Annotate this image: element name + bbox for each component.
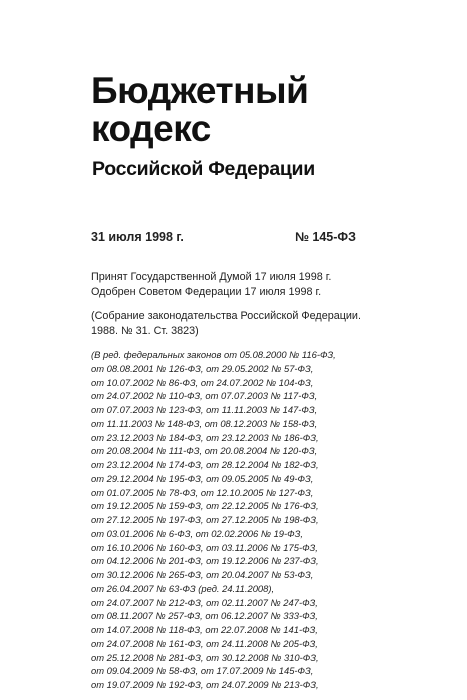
amendment-line: от 01.07.2005 № 78-ФЗ, от 12.10.2005 № 127-ФЗ, [91,486,314,498]
amendment-line: от 08.11.2007 № 257-ФЗ, от 06.12.2007 № 333-ФЗ, [91,610,318,622]
document-title [91,72,308,148]
adoption-council: Одобрен Советом Федерации 17 июля 1998 г. [91,286,322,298]
title-line-1: Бюджетный [91,70,309,111]
amendment-line: от 07.07.2003 № 123-ФЗ, от 11.11.2003 № 147-ФЗ, [91,404,318,415]
adoption-duma: Принят Государственной Думой 17 июля 1998 г. [91,271,332,283]
amendment-line: от 11.11.2003 № 148-ФЗ, от 08.12.2003 № 158-ФЗ, [91,417,318,429]
amendment-line: от 10.07.2002 № 86-ФЗ, от 24.07.2002 № 104-ФЗ, [91,376,314,388]
amendment-line: от 27.12.2005 № 197-ФЗ, от 27.12.2005 № 198-ФЗ, [91,514,319,525]
source-line-2: 1988. № 31. Ст. 3823) [91,325,199,337]
law-number: № 145-ФЗ [295,230,356,244]
amendment-line: от 24.07.2008 № 161-ФЗ, от 24.11.2008 № 205-ФЗ, [91,637,318,649]
amendment-line: от 24.07.2007 № 212-ФЗ, от 02.11.2007 № 247-ФЗ, [91,596,318,608]
amendment-line: от 30.12.2006 № 265-ФЗ, от 20.04.2007 № 53-ФЗ, [91,569,314,580]
amendment-line: от 19.12.2005 № 159-ФЗ, от 22.12.2005 № 176-ФЗ, [91,500,319,512]
amendment-line: от 14.07.2008 № 118-ФЗ, от 22.07.2008 № 141-ФЗ, [91,624,318,635]
amendment-line: от 19.07.2009 № 192-ФЗ, от 24.07.2009 № 213-ФЗ, [91,679,319,690]
amendment-line: от 16.10.2006 № 160-ФЗ, от 03.11.2006 № 175-ФЗ, [91,541,318,553]
title-line-2: кодекс [91,108,211,149]
amendment-line: от 25.12.2008 № 281-ФЗ, от 30.12.2008 № 310-ФЗ, [91,651,319,663]
amendment-line: (В ред. федеральных законов от 05.08.2000 № 116-ФЗ, [91,349,336,360]
source-reference [91,309,361,339]
source-line-1: (Собрание законодательства Российской Федерации. [91,310,361,322]
amendment-line: от 23.12.2004 № 174-ФЗ, от 28.12.2004 № 182-ФЗ, [91,459,319,470]
adoption-info [91,270,331,300]
amendment-line: от 08.08.2001 № 126-ФЗ, от 29.05.2002 № 57-ФЗ, [91,362,314,374]
document-subtitle: Российской Федерации [92,158,315,180]
amendment-line: от 23.12.2003 № 184-ФЗ, от 23.12.2003 № 186-ФЗ, [91,431,319,443]
amendment-line: от 04.12.2006 № 201-ФЗ, от 19.12.2006 № 237-ФЗ, [91,555,319,567]
amendment-line: от 29.12.2004 № 195-ФЗ, от 09.05.2005 № 49-ФЗ, [91,472,314,484]
amendment-line: от 20.08.2004 № 111-ФЗ, от 20.08.2004 № 120-ФЗ, [91,445,318,457]
law-date: 31 июля 1998 г. [91,230,184,244]
amendment-line: от 09.04.2009 № 58-ФЗ, от 17.07.2009 № 145-ФЗ, [91,665,314,677]
amendment-line: от 24.07.2002 № 110-ФЗ, от 07.07.2003 № 117-ФЗ, [91,390,318,402]
amendments-list [91,348,336,692]
amendment-line: от 03.01.2006 № 6-ФЗ, от 02.02.2006 № 19-ФЗ, [91,527,303,539]
amendment-line: от 26.04.2007 № 63-ФЗ (ред. 24.11.2008), [91,582,275,594]
